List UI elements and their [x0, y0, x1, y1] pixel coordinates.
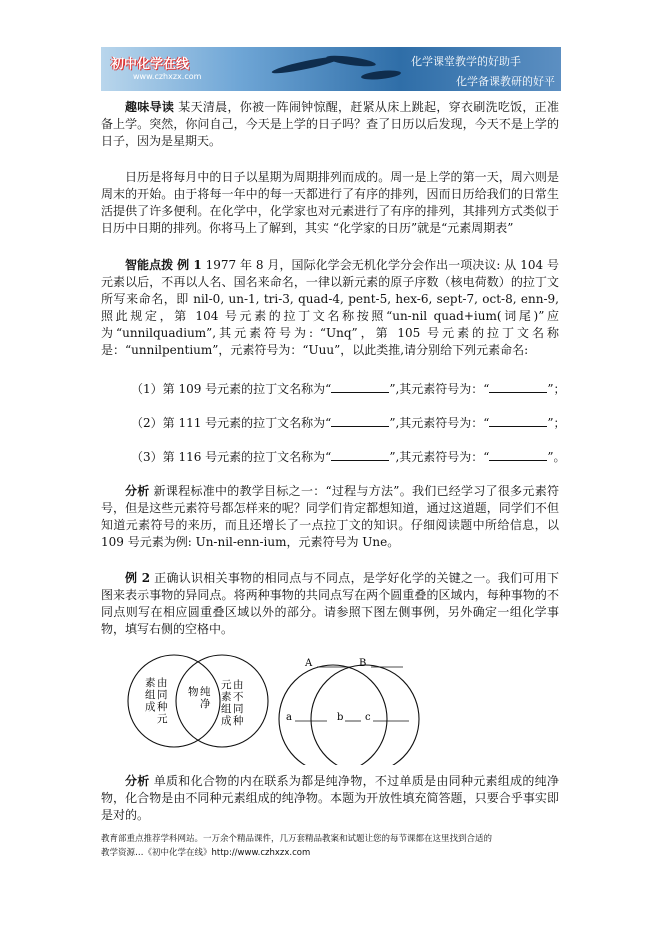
example-2-label: 例 2	[125, 571, 151, 585]
analysis-2-text: 单质和化合物的内在联系为都是纯净物，不过单质是由同种元素组成的纯净物，化合物是由不同种元素组成的纯净物。本题为开放性填充简答题，只要合乎事实即是对的。	[101, 774, 559, 822]
example-1-text: 1977 年 8 月，国际化学会无机化学分会作出一项决议: 从 104 号元素以后，不再以人名、国名来命名，一律以新元素的原子序数（核电荷数）的拉丁文所写来命名，即 nil-0, un-1, tri-3, quad-4, pent-5, hex-6, sept-7, oct-8, enn-9,照此规定，第 104 号元素的拉丁文名称按照“un-nil quad+ium(词尾)”应为“unnilquadium”,其元素符号为: “Unq”，第 105 号元素的拉丁文名称是：“unnilpentium”，元素符号为：“Uuu”，以此类推,请分别给下列元素命名:	[101, 258, 559, 357]
footer-line-2[interactable]: 教学资源…《初中化学在线》http://www.czhxzx.com	[101, 848, 311, 858]
intro-text: 某天清晨，你被一阵闹钟惊醒，赶紧从床上跳起，穿衣刷洗吃饭，正准备上学。突然，你问自己，今天是上学的日子吗？查了日历以后发现，今天不是上学的日子，因为是星期天。	[101, 100, 559, 148]
banner-slogan-1: 化学课堂教学的好助手	[411, 55, 521, 68]
analysis-2-paragraph	[101, 773, 559, 824]
example-2-text: 正确认识相关事物的相同点与不同点，是学好化学的关键之一。我们可用下图来表示事物的异同点。将两种事物的共同点写在两个圆重叠的区域内，每种事物的不同点则写在相应圆重叠区域以外的部分。请参照下图左侧事例，另外确定一组化学事物，填写右侧的空格中。	[101, 571, 559, 636]
analysis-1-paragraph	[101, 483, 559, 551]
example-1-paragraph	[101, 257, 559, 359]
latin-name-blank[interactable]	[331, 449, 389, 461]
header-banner	[101, 47, 561, 91]
label-a: A	[305, 658, 313, 669]
label-small-c: c	[365, 712, 371, 723]
question-2: （2）第 111 号元素的拉丁文名称为“ ”,其元素符号为：“ ”；	[131, 416, 566, 430]
dolphin-icon	[361, 69, 402, 81]
page-footer	[101, 832, 571, 860]
latin-name-blank[interactable]	[331, 415, 389, 427]
footer-line-1: 教育部重点推荐学科网站。一万余个精品课件，几万套精品教案和试题让您的每节课都在这里找到合适的	[101, 834, 493, 844]
venn-left-label: 由同种元素组成	[145, 677, 168, 725]
example-1-label: 智能点拨	[125, 258, 174, 272]
label-b: B	[359, 658, 367, 669]
banner-slogan-2: 化学备课教研的好平	[456, 75, 555, 88]
question-1: （1）第 109 号元素的拉丁文名称为“ ”,其元素符号为：“ ”；	[131, 382, 566, 396]
venn-right-label: 由不同种元素组成	[221, 679, 244, 727]
example-2-paragraph	[101, 570, 559, 638]
latin-name-blank[interactable]	[331, 381, 389, 393]
intro-paragraph	[101, 99, 559, 150]
question-3: （3）第 116 号元素的拉丁文名称为“ ”,其元素符号为：“ ”。	[131, 450, 566, 464]
symbol-blank[interactable]	[489, 449, 547, 461]
symbol-blank[interactable]	[489, 381, 547, 393]
dolphin-icon	[326, 54, 377, 69]
exercise-left-circle	[279, 665, 387, 765]
calendar-paragraph: 日历是将每月中的日子以星期为周期排列而成的。周一是上学的第一天，周六则是周末的开始。由于将每一年中的每一天都进行了有序的排列，因而日历给我们的日常生活提供了许多便利。在化学中，化学家也对元素进行了有序的排列，其排列方式类似于日历中日期的排列。你将马上了解到，其实 “化学家的日历”就是“元素周期表”	[101, 170, 559, 235]
analysis-2-label: 分析	[125, 774, 150, 788]
site-logo[interactable]: 初中化学在线	[111, 57, 190, 72]
analysis-1-label: 分析	[125, 484, 150, 498]
label-small-a: a	[286, 712, 292, 723]
site-url[interactable]: www.czhxzx.com	[133, 72, 202, 81]
venn-diagram-example	[120, 653, 276, 749]
venn-diagram-exercise	[275, 653, 445, 765]
symbol-blank[interactable]	[489, 415, 547, 427]
label-small-b: b	[337, 712, 344, 723]
intro-label: 趣味导读	[125, 100, 175, 114]
analysis-1-text: 新课程标准中的教学目标之一：“过程与方法”。我们已经学习了很多元素符号，但是这些元素符号都怎样来的呢？同学们肯定都想知道，通过这道题，同学们不但知道元素符号的来历，而且还增长了一点拉丁文的知识。仔细阅读题中所给信息，以 109 号元素为例: Un-nil-enn-ium，元素符号为 Une。	[101, 484, 559, 549]
example-1-number: 例 1	[177, 258, 202, 272]
venn-center-label: 纯净物	[188, 686, 211, 710]
